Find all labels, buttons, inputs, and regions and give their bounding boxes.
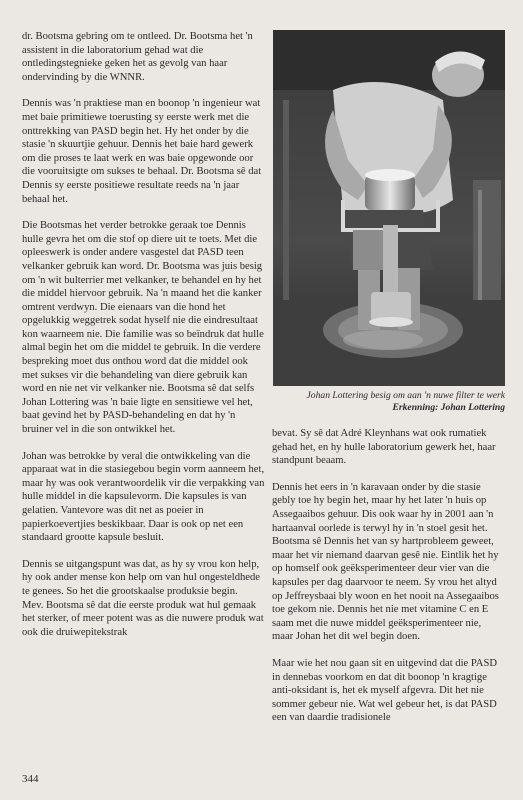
paragraph: bevat. Sy sê dat Adré Kleynhans wat ook rumatiek gehad het, en hy hulle laboratorium gewerk het, haar standpunt beaam.	[272, 428, 496, 467]
paragraph: Johan was betrokke by veral die ontwikkeling van die apparaat wat in die stasiegebou begin vorm aanneem het, maar hy was ook verantwoordelik vir die verpakking van hulle middel in die kapsulevorm. Die kapsules is van gelatien. Vantevore was dit net as poeier in papierkoevertjies beskikbaar. Daar is ook op net een standaard grootte kapsule besluit.	[22, 450, 265, 544]
page-number: 344	[22, 773, 39, 785]
paragraph: Dennis het eers in 'n karavaan onder by die stasie gebly toe hy begin het, maar hy het later 'n huis op Assegaaibos gehuur. Dis ook waar hy in 2001 aan 'n hartaanval oorlede is terwyl hy in 'n stoel gesit het. Bootsma sê Dennis het van sy hartprobleem geweet, maar het vir niemand daarvan gesê nie. Eintlik het hy op homself ook geëksperimenteer deur vier van die kapsules per dag daarvoor te neem. Sy vrou het altyd op Jeffreysbaai bly woon en het nooit na Assegaaibos toe gekom nie. Dennis het nie met vitamine C en E saam met die nuwe middel geëksperimenteer nie, maar Johan het dit wel begin doen.	[272, 481, 499, 643]
caption-credit: Erkenning: Johan Lottering	[392, 402, 505, 413]
caption-text: Johan Lottering besig om aan 'n nuwe filter te werk	[306, 390, 505, 401]
paragraph: Mev. Bootsma sê dat die eerste produk wat hul gemaak het sterker, of meer potent was as die nuwere produk wat ook die druiwepitekstrak	[22, 599, 264, 638]
paragraph: Dennis se uitgangspunt was dat, as hy sy vrou kon help, hy ook ander mense kon help om van hul ongesteldhede te genees. So het die grootskaalse produksie begin.	[22, 558, 261, 597]
photo-caption	[273, 390, 505, 414]
paragraph: Dennis was 'n praktiese man en boonop 'n ingenieur wat met baie primitiewe toerusting sy eerste werk met die onttrekking van PASD begin het. Hy het onder by die stasie 'n skuurtjie gehuur. Dennis het baie hard gewerk om die proses te laat werk en was baie opgewonde oor die vooruitsigte om sukses te behaal. Dr. Bootsma sê dat Dennis sy eerste positiewe resultate reeds na 'n jaar behaal het.	[22, 98, 262, 205]
paragraph: dr. Bootsma gebring om te ontleed. Dr. Bootsma het 'n assistent in die laboratorium gehad wat die ontledingstegnieke geken het as gevolg van haar ondervinding by die WNNR.	[22, 31, 253, 83]
left-text-column	[22, 30, 265, 639]
paragraph: Maar wie het nou gaan sit en uitgevind dat die PASD in dennebas voorkom en dat dit boonop 'n kragtige anti-oksidant is, het ek myself afgevra. Dit het nie sommer gebeur nie. Wat wel gebeur het, is dat PASD een van daardie tradisionele	[272, 657, 497, 724]
paragraph: Die Bootsmas het verder betrokke geraak toe Dennis hulle gevra het om die stof op diere uit te toets. Met die opleeswerk is onder andere vasgestel dat PASD teen velkanker gebruik kan word. Dr. Bootsma was juis besig om 'n wit bulterrier met velkanker, te behandel en hy het die middel hiervoor gebruik. Na 'n maand het die kanker omtrent verdwyn. Die eienaars van die hond het opgelukkig weggetrek sodat hyself nie die eindresultaat kon waarneem nie. Die familie was so beïndruk dat hulle almal begin het om die middel te gebruik. In die verdere bespreking moet dus onthou word dat die middel ook met sukses vir die behandeling van diere gebruik kan word en nie net vir velkanker nie. Bootsma sê dat selfs Johan Lottering was 'n baie ligte en sensitiewe vel het, baat gevind het by PASD-behandeling en dat hy 'n bruiner vel in die son ontwikkel het.	[22, 220, 264, 436]
photo-man-with-filter	[273, 30, 505, 386]
right-text-column	[272, 427, 504, 725]
